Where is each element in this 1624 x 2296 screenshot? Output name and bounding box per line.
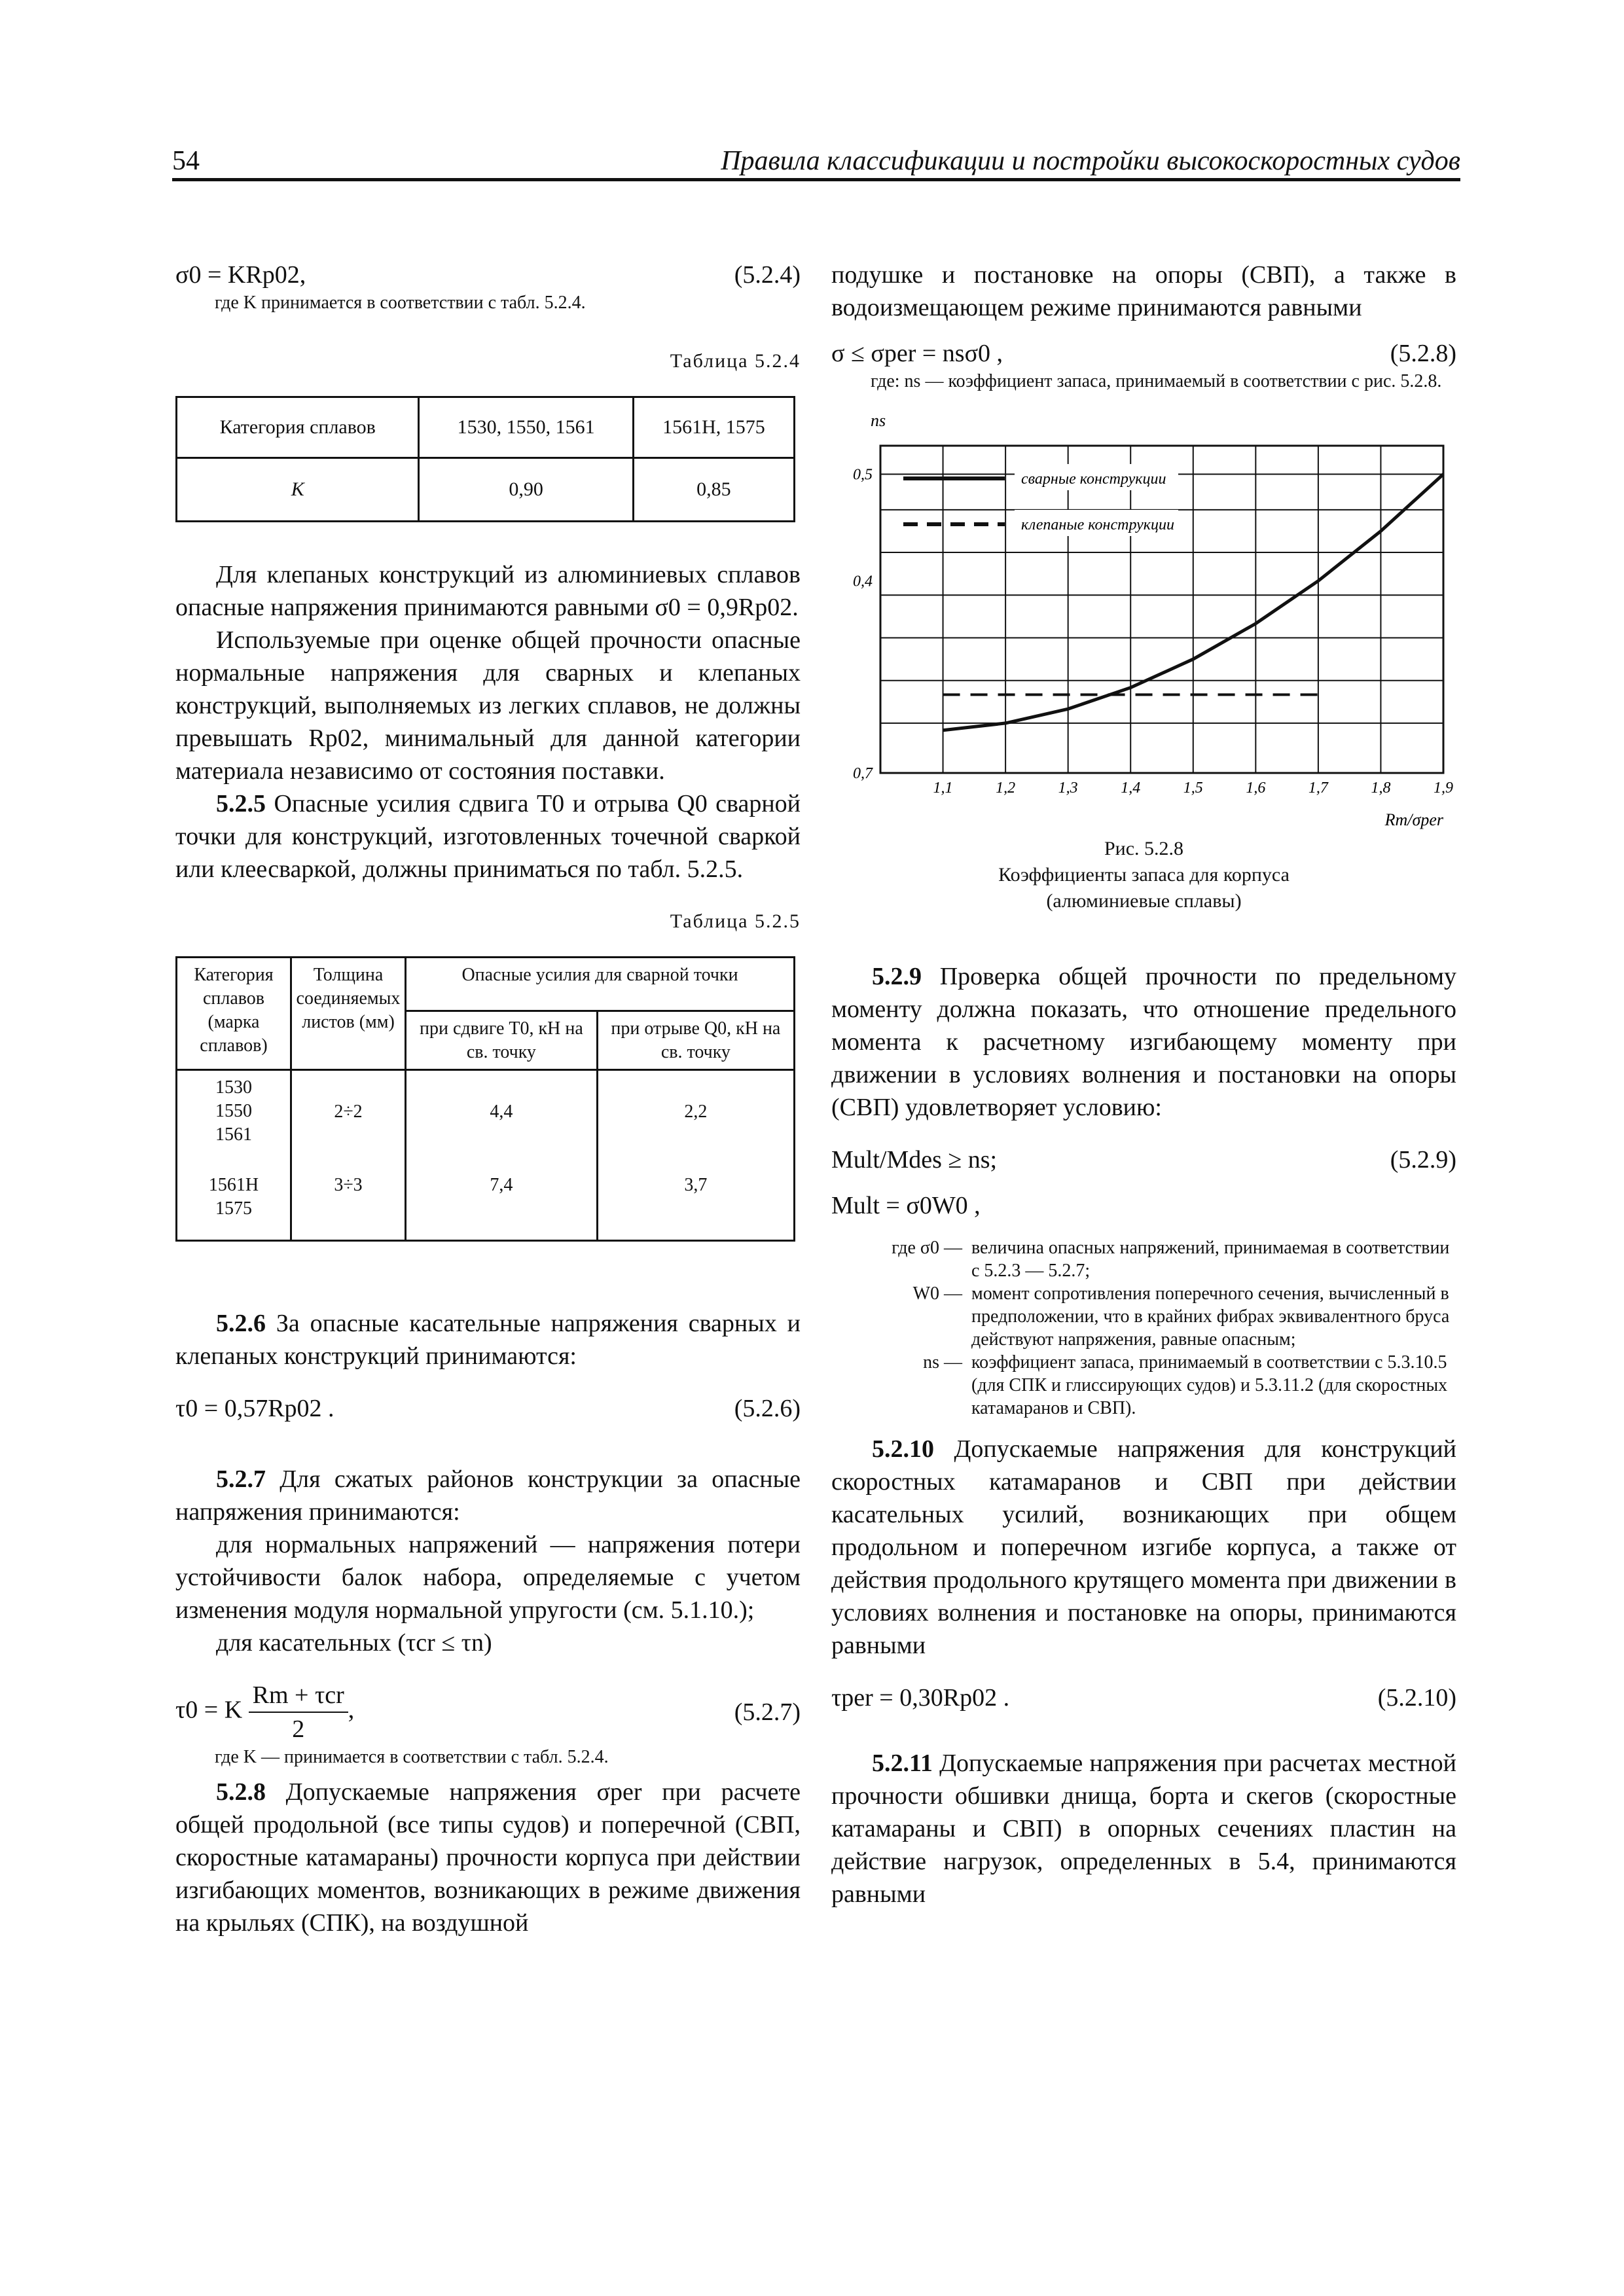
figure-title: Коэффициенты запаса для корпуса <box>998 864 1290 886</box>
equation-tail: , <box>348 1696 355 1724</box>
table-cell: K <box>177 458 419 522</box>
figure-label: Рис. 5.2.8 <box>1104 838 1184 859</box>
table-cell: 1561Н 1575 <box>177 1168 291 1241</box>
equation-fraction <box>249 1679 348 1746</box>
definition-symbol: где σ0 — <box>892 1238 962 1258</box>
table-cell: 7,4 <box>406 1168 598 1241</box>
x-tick-label: 1,2 <box>996 780 1016 797</box>
table-5-2-5 <box>175 956 795 1242</box>
table-caption: Таблица 5.2.4 <box>670 350 801 372</box>
chart-legend <box>903 464 1178 536</box>
section-text: Опасные усилия сдвига T0 и отрыва Q0 сварной точки для конструкций, изготовленных точечной сваркой или клеесваркой, должны приниматься по табл. 5.2.5. <box>175 790 801 883</box>
definition-text: величина опасных напряжений, принимаемая в соответствии с 5.2.3 — 5.2.7; <box>971 1238 1450 1281</box>
table-header-cell: при сдвиге T0, кН на св. точку <box>406 1011 598 1070</box>
table-header-cell: 1561Н, 1575 <box>633 397 794 458</box>
equation-formula: Mult/Mdes ≥ ns; <box>831 1146 998 1174</box>
equation-note: где K — принимается в соответствии с табл. 5.2.4. <box>215 1747 609 1767</box>
table-caption: Таблица 5.2.5 <box>670 910 801 932</box>
y-tick-label: 0,7 <box>853 765 873 782</box>
left-column <box>175 259 801 1939</box>
definition-symbol: ns — <box>923 1352 962 1372</box>
x-tick-label: 1,3 <box>1058 780 1078 797</box>
table-cell: 1530 1550 1561 <box>177 1070 291 1169</box>
x-axis-label: Rm/σper <box>1384 810 1443 829</box>
table-header-cell: при отрыве Q0, кН на св. точку <box>597 1011 794 1070</box>
section-text: Для сжатых районов конструкции за опасные напряжения принимаются: <box>175 1465 801 1526</box>
section-text: Допускаемые напряжения σper при расчете общей продольной (все типы судов) и поперечной (СВП, скоростные катамараны) прочности корпуса при действии изгибающих моментов, возникающих в режиме движения на крыльях (СПК), на воздушной <box>175 1778 801 1937</box>
section-text: Допускаемые напряжения для конструкций скоростных катамаранов и СВП при действии касательных усилий, возникающих при общем продольном и поперечном изгибе корпуса, а также от действия продольного крутящего момента при движении в условиях волнения и постановке на опоры, принимаются равными <box>831 1435 1456 1659</box>
equation-number: (5.2.10) <box>1377 1684 1456 1712</box>
x-tick-label: 1,8 <box>1371 780 1391 797</box>
section-number: 5.2.10 <box>872 1435 934 1463</box>
fraction-denominator: 2 <box>292 1715 305 1743</box>
table-cell: 2÷2 <box>291 1070 406 1169</box>
equation-5-2-4 <box>175 259 801 291</box>
equation-formula: Mult = σ0W0 , <box>831 1192 981 1219</box>
equation-formula: σ ≤ σper = nsσ0 , <box>831 340 1003 367</box>
equation-formula: τper = 0,30Rp02 . <box>831 1684 1010 1712</box>
table-header-cell: 1530, 1550, 1561 <box>419 397 633 458</box>
right-column <box>831 259 1456 1910</box>
running-header: Правила классификации и постройки высокоскоростных судов <box>721 146 1460 176</box>
x-tick-label: 1,7 <box>1308 780 1328 797</box>
legend-label-welded: сварные конструкции <box>1021 471 1166 488</box>
equation-5-2-8 <box>831 337 1456 370</box>
section-5-2-5 <box>175 787 801 886</box>
section-number: 5.2.9 <box>872 963 922 990</box>
section-number: 5.2.6 <box>216 1310 266 1337</box>
definition-text: коэффициент запаса, принимаемый в соответствии с 5.3.10.5 (для СПК и глиссирующих судов) и 5.3.11.2 (для скоростных катамаранов и СВП). <box>971 1352 1448 1418</box>
equation-number: (5.2.7) <box>734 1698 801 1726</box>
section-5-2-7 <box>175 1463 801 1528</box>
table-cell: 0,85 <box>633 458 794 522</box>
section-number: 5.2.11 <box>872 1749 933 1777</box>
equation-number: (5.2.4) <box>734 261 801 289</box>
definition-symbol: W0 — <box>912 1283 962 1304</box>
equation-formula: τ0 = 0,57Rp02 . <box>175 1395 334 1422</box>
paragraph: для касательных (τcr ≤ τn) <box>216 1629 492 1657</box>
section-text: Допускаемые напряжения при расчетах местной прочности обшивки днища, борта и скегов (скоростные катамараны и СВП) в опорных сечениях пластин на действие нагрузок, определенных в 5.4, принимаются равными <box>831 1749 1456 1908</box>
table-header-cell: Категория сплавов (марка сплавов) <box>177 958 291 1070</box>
table-header-cell: Категория сплавов <box>177 397 419 458</box>
chart-grid <box>880 446 1443 773</box>
table-header-cell: Опасные усилия для сварной точки <box>406 958 795 1011</box>
paragraph: подушке и постановке на опоры (СВП), а также в водоизмещающем режиме принимаются равными <box>831 261 1456 321</box>
table-cell: 3÷3 <box>291 1168 406 1241</box>
y-tick-label: 0,5 <box>853 466 873 484</box>
table-5-2-4 <box>175 396 795 522</box>
section-5-2-9 <box>831 960 1456 1124</box>
x-tick-label: 1,6 <box>1246 780 1266 797</box>
table-cell: 3,7 <box>597 1168 794 1241</box>
equation-formula <box>175 1679 354 1746</box>
paragraph: Используемые при оценке общей прочности опасные нормальные напряжения для сварных и клепаных конструкций, выполняемых из легких сплавов, не должны превышать Rp02, минимальный для данной категории материала независимо от состояния поставки. <box>175 626 801 785</box>
header-rule <box>172 178 1460 181</box>
table-cell: 0,90 <box>419 458 633 522</box>
equation-5-2-9 <box>831 1143 1456 1176</box>
legend-label-riveted: клепаные конструкции <box>1021 516 1174 533</box>
definitions-list <box>831 1236 1456 1420</box>
section-5-2-8 <box>175 1776 801 1939</box>
x-tick-label: 1,9 <box>1434 780 1453 797</box>
section-number: 5.2.7 <box>216 1465 266 1493</box>
equation-m-ult <box>831 1189 1456 1222</box>
equation-number: (5.2.6) <box>734 1395 801 1422</box>
figure-subtitle: (алюминиевые сплавы) <box>1046 890 1242 912</box>
equation-5-2-10 <box>831 1681 1456 1714</box>
equation-note: где K принимается в соответствии с табл. 5.2.4. <box>215 293 586 313</box>
paragraph: Для клепаных конструкций из алюминиевых сплавов опасные напряжения принимаются равными σ0 = 0,9Rp02. <box>175 561 801 621</box>
equation-5-2-6 <box>175 1392 801 1425</box>
equation-5-2-7 <box>175 1679 801 1746</box>
definition-row <box>831 1282 1456 1351</box>
section-number: 5.2.8 <box>216 1778 266 1806</box>
y-axis-label: ns <box>871 411 886 430</box>
definition-text: момент сопротивления поперечного сечения, вычисленный в предположении, что в крайних фибрах эквивалентного бруса действуют напряжения, равные опасным; <box>971 1283 1450 1350</box>
section-5-2-6 <box>175 1307 801 1372</box>
equation-lhs: τ0 = K <box>175 1696 243 1724</box>
chart-frame <box>880 446 1443 773</box>
page-number: 54 <box>172 146 200 176</box>
y-tick-label: 0,4 <box>853 573 873 590</box>
equation-number: (5.2.8) <box>1390 340 1456 367</box>
x-tick-label: 1,5 <box>1183 780 1203 797</box>
x-tick-label: 1,1 <box>933 780 953 797</box>
fraction-numerator: Rm + τcr <box>249 1679 348 1713</box>
section-5-2-11 <box>831 1747 1456 1910</box>
table-cell: 4,4 <box>406 1070 598 1169</box>
equation-note: где: ns — коэффициент запаса, принимаемый в соответствии с рис. 5.2.8. <box>871 371 1442 391</box>
table-header-cell: Толщина соединяемых листов (мм) <box>291 958 406 1070</box>
equation-number: (5.2.9) <box>1390 1146 1456 1174</box>
paragraph: для нормальных напряжений — напряжения потери устойчивости балок набора, определяемые с учетом изменения модуля нормальной упругости (см. 5.1.10.); <box>175 1531 801 1624</box>
section-text: За опасные касательные напряжения сварных и клепаных конструкций принимаются: <box>175 1310 801 1370</box>
equation-formula: σ0 = KRp02, <box>175 261 306 289</box>
section-number: 5.2.5 <box>216 790 266 817</box>
section-text: Проверка общей прочности по предельному моменту должна показать, что отношение предельного момента к расчетному изгибающему моменту при движении в условиях волнения и постановки на опоры (СВП) удовлетворяет условию: <box>831 963 1456 1121</box>
x-tick-label: 1,4 <box>1121 780 1141 797</box>
table-cell: 2,2 <box>597 1070 794 1169</box>
definition-row <box>831 1236 1456 1282</box>
figure-5-2-8-chart <box>831 400 1456 832</box>
section-5-2-10 <box>831 1433 1456 1662</box>
definition-row <box>831 1351 1456 1420</box>
